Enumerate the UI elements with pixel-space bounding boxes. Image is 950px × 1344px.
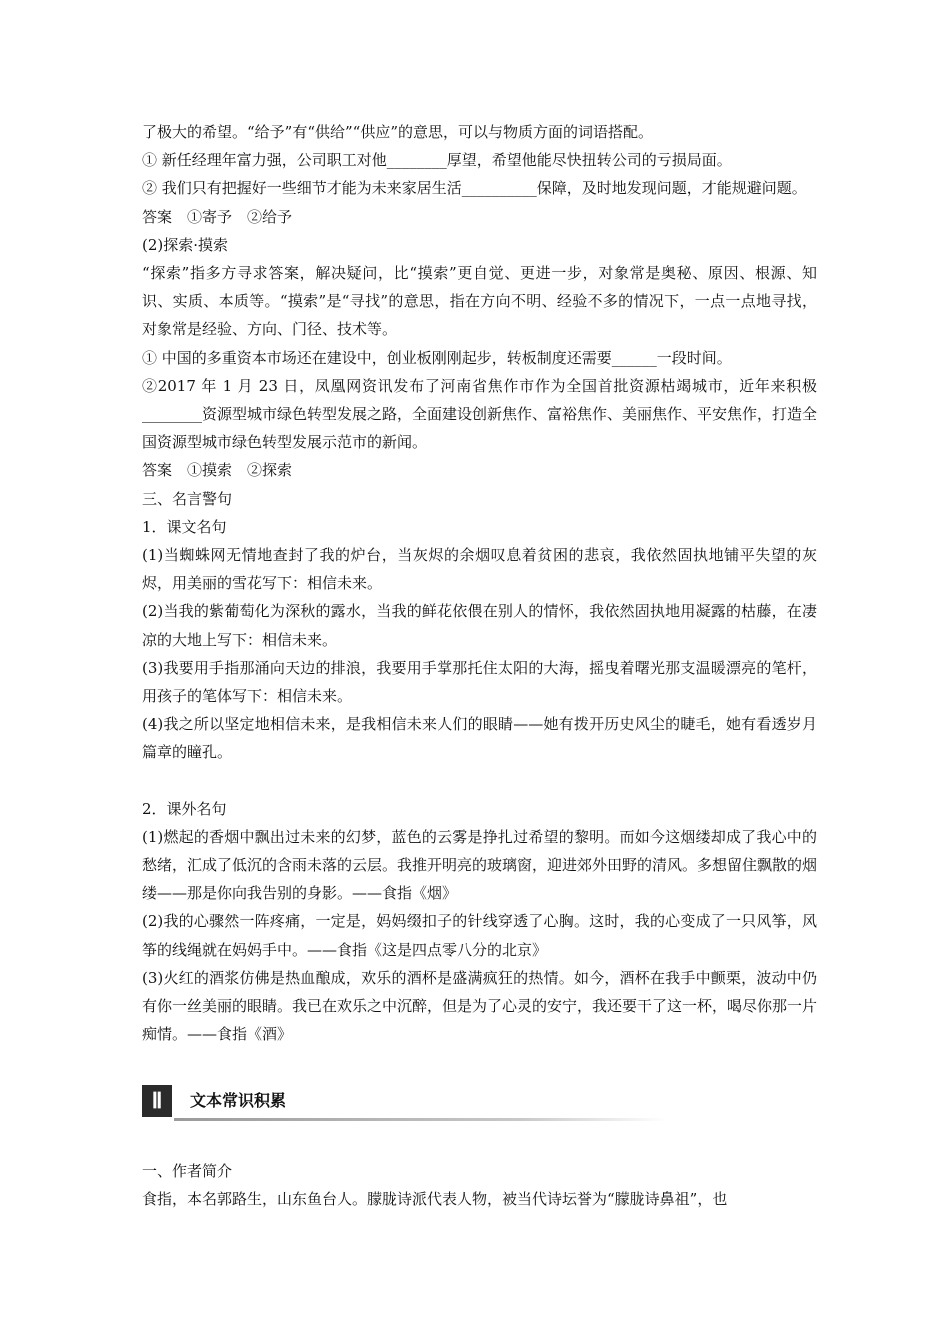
exercise-sentence-2: ② 我们只有把握好一些细节才能为未来家居生活__________保障，及时地发现问题，才能规避问题。 bbox=[142, 179, 807, 198]
quote-item: (2)当我的紫葡萄化为深秋的露水，当我的鲜花依偎在别人的情怀，我依然固执地用凝露的枯藤，在凄凉的大地上写下：相信未来。 bbox=[142, 602, 817, 649]
section-title: 文本常识积累 bbox=[190, 1090, 287, 1110]
exercise-sentence-2: ②2017 年 1 月 23 日，凤凰网资讯发布了河南省焦作市作为全国首批资源枯竭城市，近年来积极________资源型城市绿色转型发展之路，全面建设创新焦作、富裕焦作、美丽焦作、平安焦作，打造全国资源型城市绿色转型发展示范市的新闻。 bbox=[142, 376, 818, 452]
quote-item: (4)我之所以坚定地相信未来，是我相信未来人们的眼睛——她有拨开历史风尘的睫毛，她有看透岁月篇章的瞳孔。 bbox=[142, 715, 817, 762]
section-underline bbox=[174, 1118, 667, 1121]
author-intro-heading: 一、作者简介 bbox=[142, 1161, 233, 1180]
word-pair-heading: (2)探索·摸索 bbox=[142, 235, 229, 254]
exercise-sentence-1: ① 中国的多重资本市场还在建设中，创业板刚刚起步，转板制度还需要______一段时间。 bbox=[142, 348, 732, 367]
subheading-extra-quotes: 2．课外名句 bbox=[142, 799, 227, 818]
subheading-text-quotes: 1．课文名句 bbox=[142, 517, 227, 536]
exercise-sentence-1: ① 新任经理年富力强，公司职工对他________厚望，希望他能尽快扭转公司的亏损局面。 bbox=[142, 151, 732, 170]
section-number-badge: Ⅱ bbox=[142, 1085, 172, 1117]
author-intro-text: 食指，本名郭路生，山东鱼台人。朦胧诗派代表人物，被当代诗坛誉为“朦胧诗鼻祖”，也 bbox=[142, 1189, 728, 1208]
section-header bbox=[142, 1083, 817, 1121]
answer-line: 答案 ①摸索 ②探索 bbox=[142, 461, 293, 480]
quote-item: (3)火红的酒浆仿佛是热血酿成，欢乐的酒杯是盛满疯狂的热情。如今，酒杯在我手中颤栗，波动中仍有你一丝美丽的眼睛。我已在欢乐之中沉醉，但是为了心灵的安宁，我还要干了这一杯，喝尽你那一片痴情。——食指《酒》 bbox=[142, 968, 818, 1044]
paragraph-giving-explanation: 了极大的希望。“给予”有“供给”“供应”的意思，可以与物质方面的词语搭配。 bbox=[142, 123, 654, 141]
document-body bbox=[142, 118, 817, 1213]
answer-line: 答案 ①寄予 ②给予 bbox=[142, 207, 293, 226]
word-pair-explanation: “探索”指多方寻求答案，解决疑问，比“摸索”更自觉、更进一步，对象常是奥秘、原因、根源、知识、实质、本质等。“摸索”是“寻找”的意思，指在方向不明、经验不多的情况下，一点一点地寻找，对象常是经验、方向、门径、技术等。 bbox=[142, 264, 817, 339]
blank-line bbox=[142, 767, 817, 795]
quote-item: (1)当蜘蛛网无情地查封了我的炉台，当灰烬的余烟叹息着贫困的悲哀，我依然固执地铺平失望的灰烬，用美丽的雪花写下：相信未来。 bbox=[142, 546, 817, 593]
blank-line bbox=[142, 1049, 817, 1077]
section-heading-quotes: 三、名言警句 bbox=[142, 489, 233, 508]
quote-item: (2)我的心骤然一阵疼痛，一定是，妈妈缀扣子的针线穿透了心胸。这时，我的心变成了一只风筝，风筝的线绳就在妈妈手中。——食指《这是四点零八分的北京》 bbox=[142, 912, 817, 959]
quote-item: (1)燃起的香烟中飘出过未来的幻梦，蓝色的云雾是挣扎过希望的黎明。而如今这烟缕却成了我心中的愁绪，汇成了低沉的含雨未落的云层。我推开明亮的玻璃窗，迎进郊外田野的清风。多想留住飘散的烟缕——那是你向我告别的身影。——食指《烟》 bbox=[142, 827, 818, 903]
quote-item: (3)我要用手指那涌向天边的排浪，我要用手掌那托住太阳的大海，摇曳着曙光那支温暖漂亮的笔杆，用孩子的笔体写下：相信未来。 bbox=[142, 658, 817, 706]
